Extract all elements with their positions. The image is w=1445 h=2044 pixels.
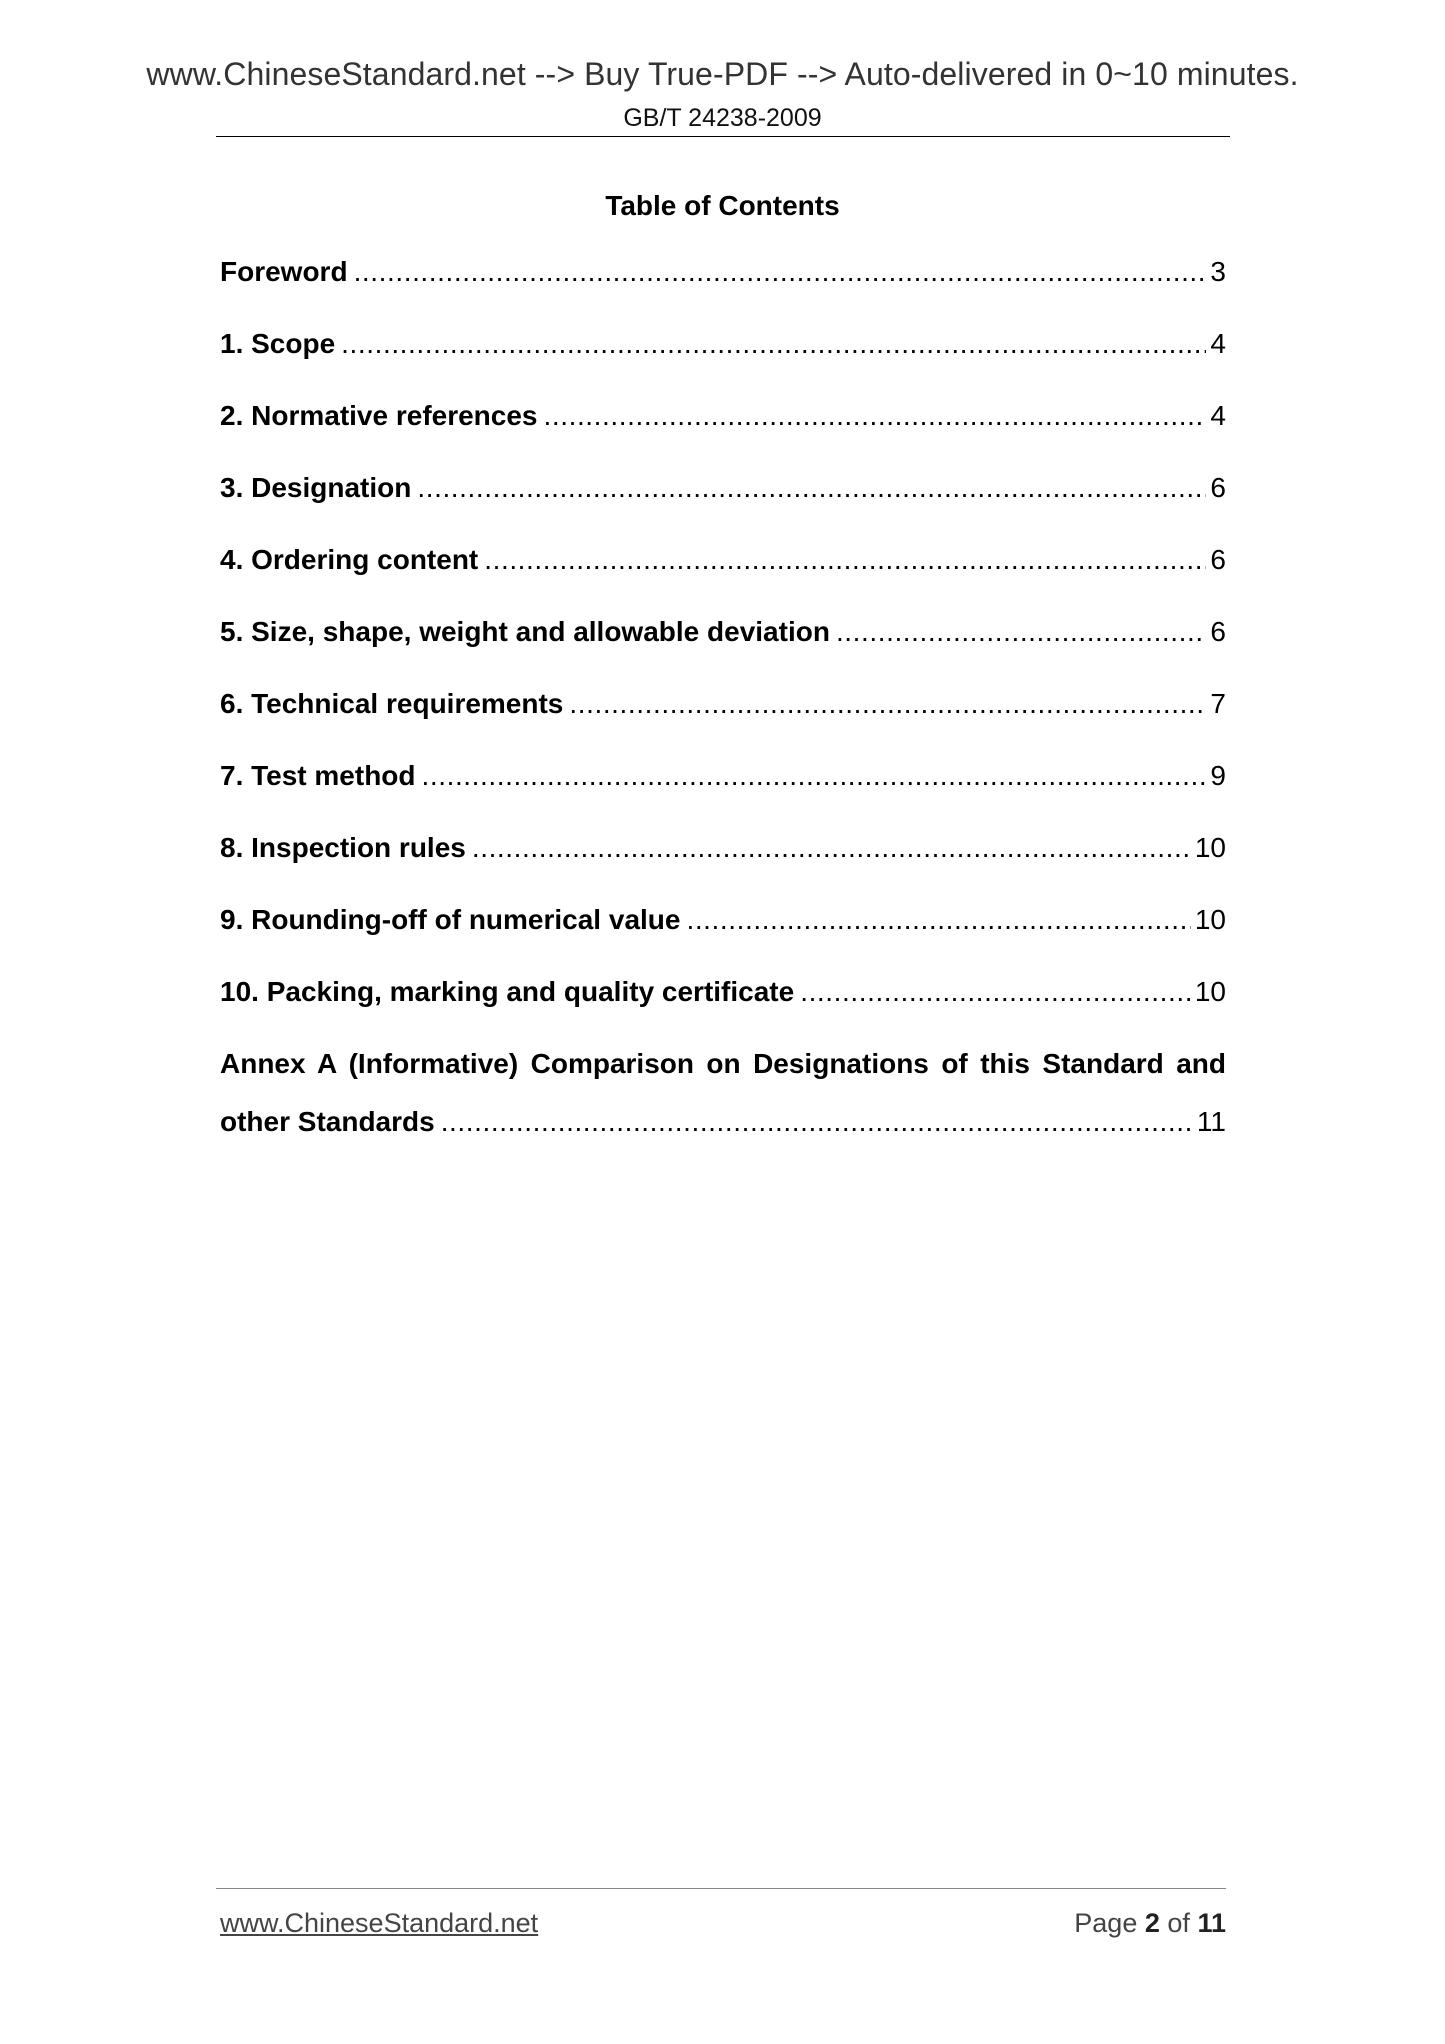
annex-title-line2: other Standards <box>220 1106 435 1137</box>
toc-entry-page: 3 <box>1210 256 1226 287</box>
page-total: 11 <box>1197 1908 1226 1938</box>
page-current: 2 <box>1144 1908 1160 1938</box>
toc-entry-inspection-rules[interactable] <box>220 832 1226 904</box>
toc-entry-packing-marking[interactable] <box>220 976 1226 1048</box>
dot-leader <box>354 256 1207 288</box>
toc-entry-size-shape-weight[interactable] <box>220 616 1226 688</box>
toc-entry-page: 6 <box>1210 616 1226 647</box>
toc-entry-label: Foreword <box>220 256 348 287</box>
toc-entry-ordering-content[interactable] <box>220 544 1226 616</box>
dot-leader <box>417 472 1206 504</box>
toc-entry-label: 2. Normative references <box>220 400 538 431</box>
header-banner: www.ChineseStandard.net --> Buy True-PDF --> Auto-delivered in 0~10 minutes. <box>146 56 1299 92</box>
toc-entry-page: 6 <box>1210 472 1226 503</box>
dot-leader <box>569 688 1206 720</box>
toc-entry-normative-references[interactable] <box>220 400 1226 472</box>
toc-entry-label: 3. Designation <box>220 472 412 503</box>
toc-entry-foreword[interactable] <box>220 256 1226 328</box>
footer-divider <box>216 1888 1226 1889</box>
toc-entry-page: 10 <box>1194 904 1226 935</box>
dot-leader <box>836 616 1206 648</box>
toc-entry-annex-a[interactable] <box>220 1048 1226 1178</box>
toc-entry-label: 4. Ordering content <box>220 544 479 575</box>
dot-leader <box>544 400 1207 432</box>
standard-code: GB/T 24238-2009 <box>623 104 822 132</box>
page-prefix: Page <box>1074 1908 1138 1938</box>
dot-leader <box>341 328 1206 360</box>
toc-entry-test-method[interactable] <box>220 760 1226 832</box>
toc-entry-page: 4 <box>1210 328 1226 359</box>
toc-entry-technical-requirements[interactable] <box>220 688 1226 760</box>
dot-leader <box>484 544 1206 576</box>
toc-entry-page: 10 <box>1194 832 1226 863</box>
footer-website-link[interactable]: www.ChineseStandard.net <box>220 1908 539 1938</box>
toc-entry-scope[interactable] <box>220 328 1226 400</box>
table-of-contents <box>220 256 1226 1178</box>
toc-entry-page: 10 <box>1194 976 1226 1007</box>
dot-leader <box>422 760 1207 792</box>
page-of: of <box>1167 1908 1190 1938</box>
toc-entry-page: 9 <box>1210 760 1226 791</box>
toc-entry-label: 10. Packing, marking and quality certificate <box>220 976 795 1007</box>
header-divider <box>216 136 1230 137</box>
toc-entry-page: 6 <box>1210 544 1226 575</box>
toc-entry-label: 8. Inspection rules <box>220 832 466 863</box>
toc-entry-label: 9. Rounding-off of numerical value <box>220 904 681 935</box>
annex-title-line1: Annex A (Informative) Comparison on Designations of this Standard and <box>220 1048 1226 1079</box>
dot-leader <box>441 1106 1193 1138</box>
toc-entry-label: 7. Test method <box>220 760 416 791</box>
toc-entry-page: 7 <box>1210 688 1226 719</box>
toc-entry-label: 1. Scope <box>220 328 336 359</box>
toc-entry-rounding-off[interactable] <box>220 904 1226 976</box>
toc-entry-label: 5. Size, shape, weight and allowable deviation <box>220 616 830 647</box>
toc-entry-page: 11 <box>1196 1106 1226 1137</box>
dot-leader <box>800 976 1191 1008</box>
dot-leader <box>472 832 1191 864</box>
footer-page-number <box>1074 1908 1226 1939</box>
toc-entry-label: 6. Technical requirements <box>220 688 564 719</box>
toc-entry-page: 4 <box>1210 400 1226 431</box>
toc-entry-designation[interactable] <box>220 472 1226 544</box>
toc-title: Table of Contents <box>605 190 840 221</box>
dot-leader <box>686 904 1190 936</box>
annex-title-line2-row <box>220 1106 1226 1178</box>
